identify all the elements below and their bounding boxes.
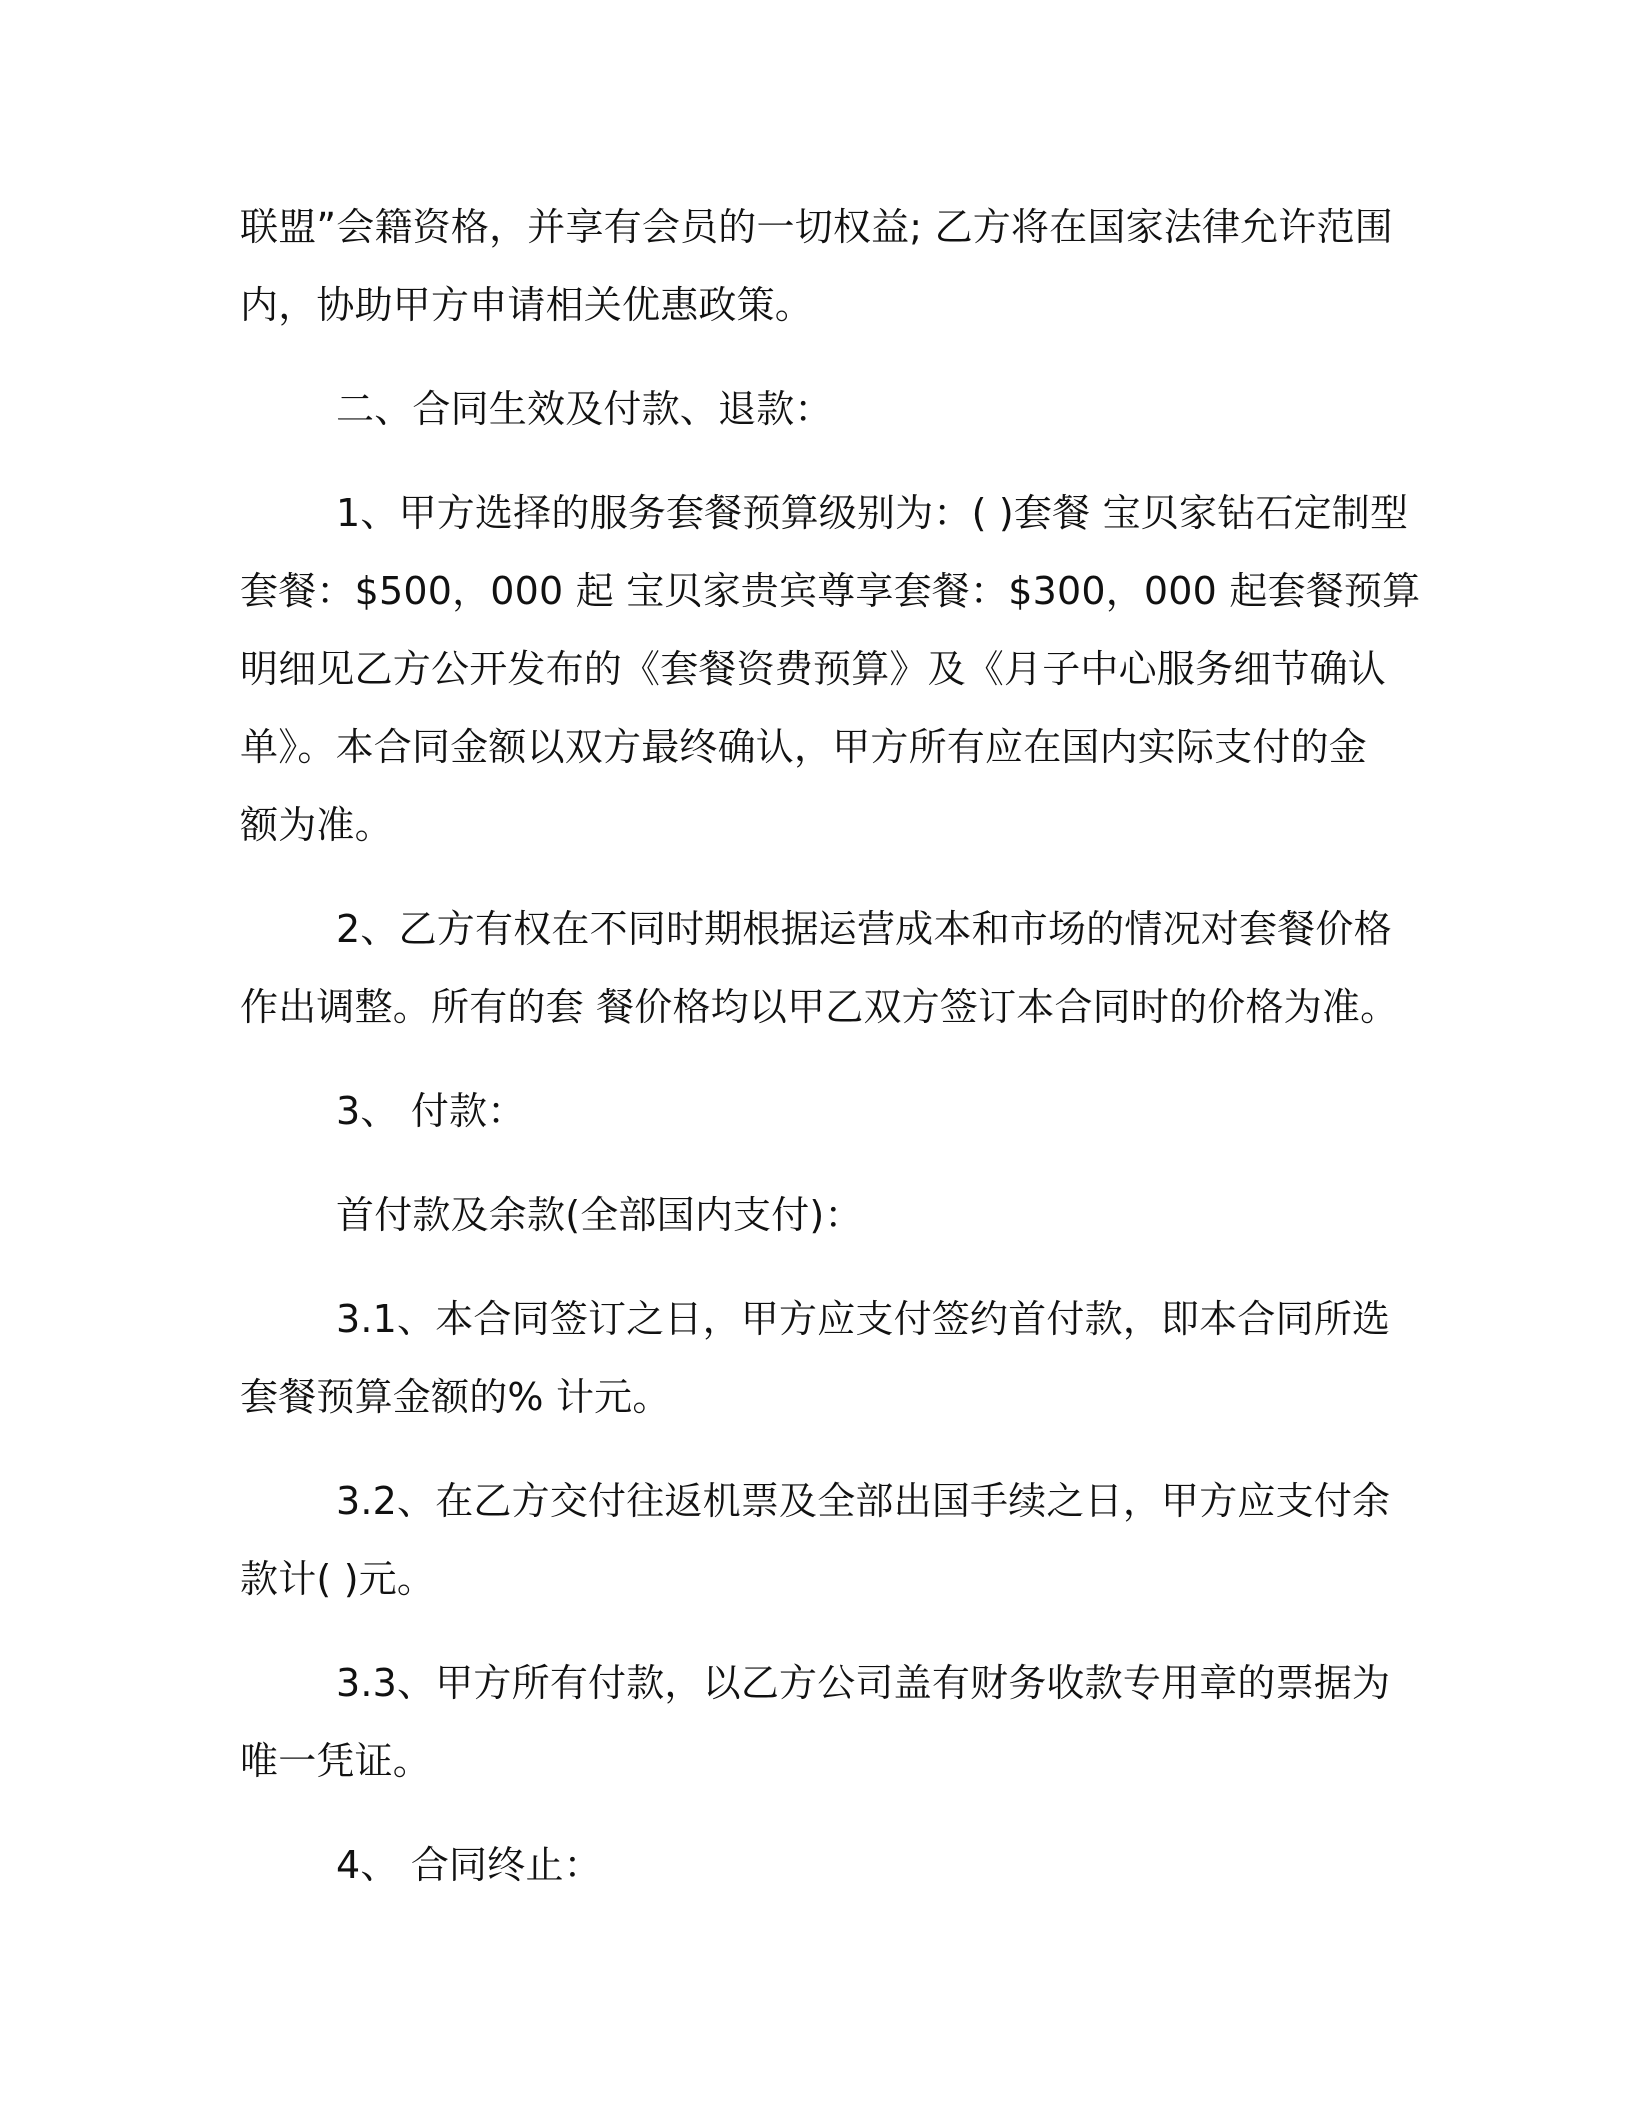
- text-line: 内，协助甲方申请相关优惠政策。: [240, 283, 814, 327]
- paragraph-price-adjustment: [240, 890, 1399, 1046]
- subheading-payment: [240, 1072, 1390, 1150]
- text-line: 明细见乙方公开发布的《套餐资费预算》及《月子中心服务细节确认: [240, 647, 1387, 691]
- paragraph-service-package: [240, 474, 1421, 864]
- text-line: 唯一凭证。: [240, 1739, 432, 1783]
- text-line: 套餐：$500，000 起 宝贝家贵宾尊享套餐：$300，000 起套餐预算: [240, 569, 1421, 613]
- text-line: 联盟”会籍资格，并享有会员的一切权益; 乙方将在国家法律允许范围: [240, 205, 1393, 249]
- text-line: 二、合同生效及付款、退款：: [336, 387, 833, 431]
- text-line: 3、 付款：: [336, 1089, 526, 1133]
- text-line: 3.2、在乙方交付往返机票及全部出国手续之日，甲方应支付余: [336, 1479, 1391, 1523]
- text-line: 作出调整。所有的套 餐价格均以甲乙双方签订本合同时的价格为准。: [240, 985, 1399, 1029]
- text-line: 额为准。: [240, 803, 393, 847]
- text-line: 3.3、甲方所有付款，以乙方公司盖有财务收款专用章的票据为: [336, 1661, 1391, 1705]
- paragraph-clause-3-3: [240, 1644, 1390, 1800]
- text-line: 套餐预算金额的% 计元。: [240, 1375, 671, 1419]
- paragraph-membership-rights: [240, 188, 1393, 344]
- paragraph-clause-3-1: [240, 1280, 1390, 1436]
- text-line: 2、乙方有权在不同时期根据运营成本和市场的情况对套餐价格: [336, 907, 1392, 951]
- text-line: 3.1、本合同签订之日，甲方应支付签约首付款，即本合同所选: [336, 1297, 1391, 1341]
- text-line: 首付款及余款(全部国内支付)：: [336, 1193, 863, 1237]
- paragraph-clause-3-2: [240, 1462, 1390, 1618]
- subheading-contract-termination: [240, 1826, 1390, 1904]
- subheading-down-payment-balance: [240, 1176, 1390, 1254]
- text-line: 单》。本合同金额以双方最终确认，甲方所有应在国内实际支付的金: [240, 725, 1368, 769]
- text-line: 1、甲方选择的服务套餐预算级别为：( )套餐 宝贝家钻石定制型: [336, 491, 1409, 535]
- text-line: 款计( )元。: [240, 1557, 436, 1601]
- text-line: 4、 合同终止：: [336, 1843, 602, 1887]
- section-heading-contract-effect-payment: [240, 370, 1390, 448]
- document-page: [240, 188, 1421, 1930]
